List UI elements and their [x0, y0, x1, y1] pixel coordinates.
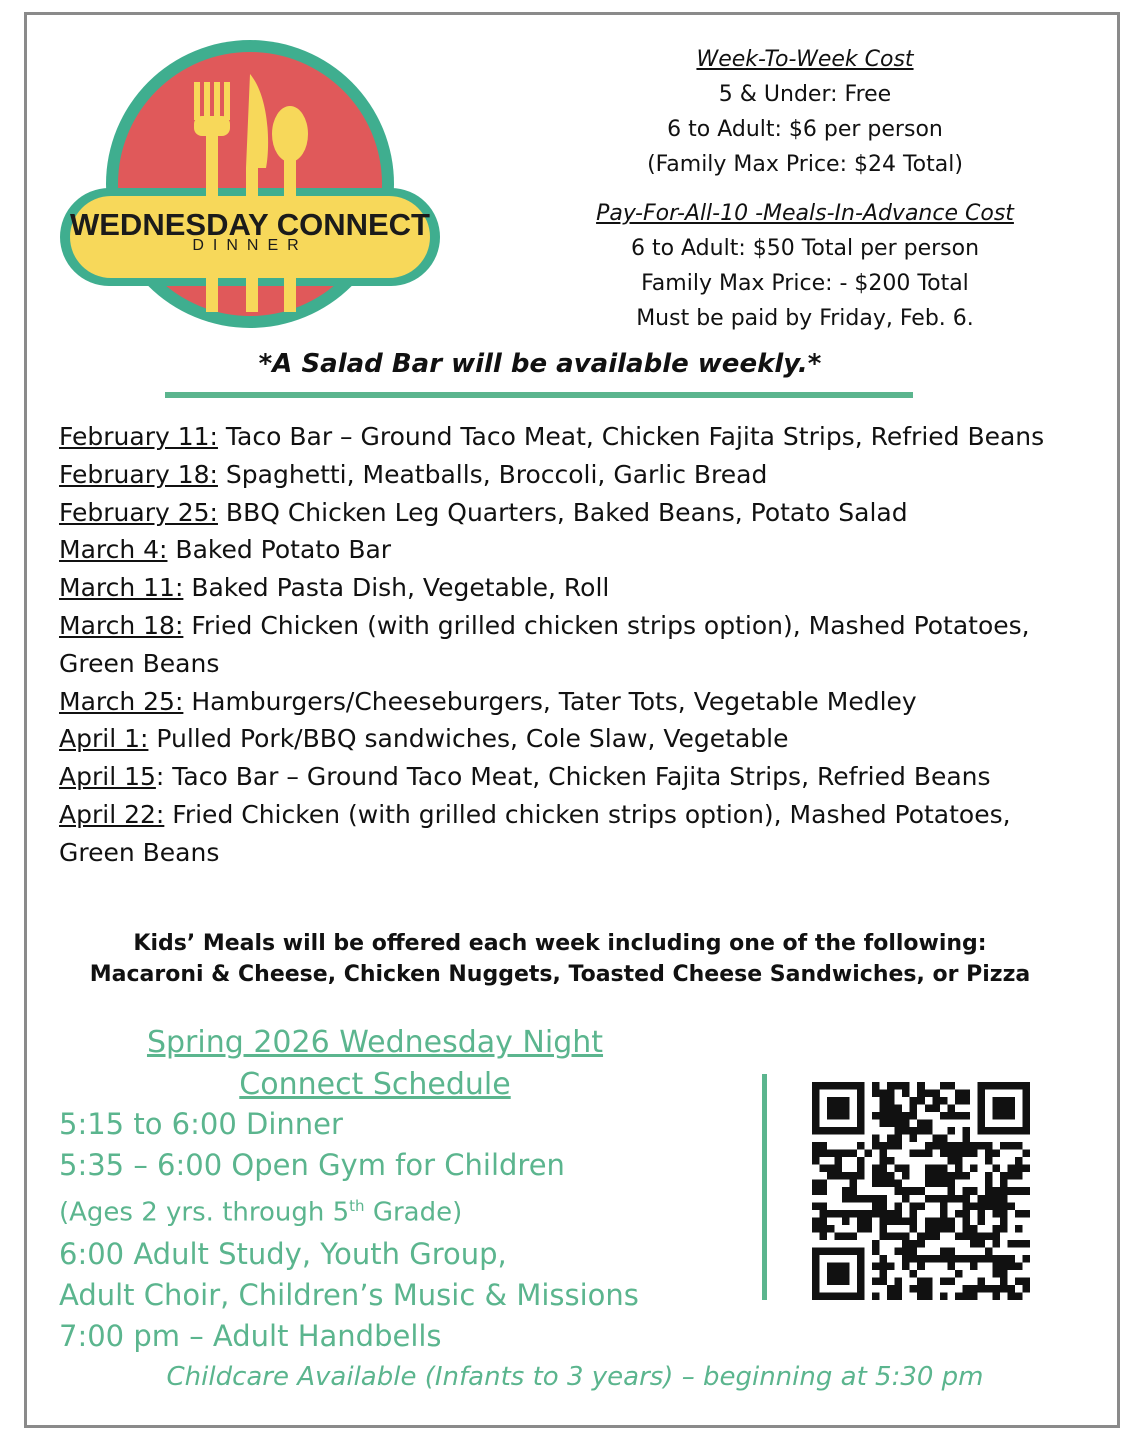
advance-cost-line: Family Max Price: - $200 Total — [641, 271, 969, 296]
advance-cost-line: 6 to Adult: $50 Total per person — [630, 236, 980, 261]
menu-meal: Fried Chicken (with grilled chicken strips option), Mashed Potatoes, Green Beans — [59, 799, 1011, 867]
logo-subtitle: DINNER — [192, 237, 308, 254]
qr-code-icon[interactable] — [812, 1082, 1030, 1300]
menu-meal: : Taco Bar – Ground Taco Meat, Chicken Fajita Strips, Refried Beans — [155, 762, 991, 792]
ages-text-end: Grade) — [364, 1197, 463, 1228]
schedule-title-line: Connect Schedule — [239, 1067, 511, 1102]
schedule-ages — [59, 1186, 739, 1234]
wednesday-connect-logo — [56, 38, 444, 328]
menu-item — [59, 418, 1069, 456]
weekly-cost-line: 6 to Adult: $6 per person — [667, 117, 943, 142]
menu-list — [59, 418, 1069, 872]
menu-item — [59, 569, 1069, 607]
menu-meal: Spaghetti, Meatballs, Broccoli, Garlic Bread — [217, 459, 768, 489]
menu-date: February 11: — [59, 422, 218, 451]
logo-title: WEDNESDAY CONNECT — [70, 207, 430, 242]
cost-info — [540, 42, 1070, 336]
weekly-cost-heading: Week-To-Week Cost — [696, 47, 914, 72]
menu-meal: BBQ Chicken Leg Quarters, Baked Beans, Potato Salad — [217, 497, 908, 527]
advance-cost-heading: Pay-For-All-10 -Meals-In-Advance Cost — [596, 201, 1014, 226]
schedule-gym: 5:35 – 6:00 Open Gym for Children — [59, 1148, 565, 1182]
menu-date: April 15 — [59, 762, 156, 792]
menu-item — [59, 531, 1069, 569]
menu-item — [59, 758, 1069, 796]
menu-date: April 22: — [59, 799, 165, 829]
menu-item — [59, 796, 1069, 872]
menu-date: March 25: — [59, 686, 184, 716]
kids-meals-line: Kids’ Meals will be offered each week including one of the following: — [133, 931, 987, 956]
ages-text: (Ages 2 yrs. through 5 — [59, 1197, 350, 1228]
menu-meal: Pulled Pork/BBQ sandwiches, Cole Slaw, Vegetable — [148, 724, 789, 754]
menu-date: March 11: — [59, 573, 184, 603]
childcare-note: Childcare Available (Infants to 3 years) – beginning at 5:30 pm — [166, 1362, 984, 1392]
divider — [165, 392, 913, 398]
schedule-list — [59, 1104, 739, 1357]
menu-meal: Baked Potato Bar — [167, 535, 392, 565]
schedule-title-line: Spring 2026 Wednesday Night — [146, 1025, 604, 1060]
schedule-dinner: 5:15 to 6:00 Dinner — [59, 1107, 343, 1141]
menu-item — [59, 607, 1069, 683]
menu-item — [59, 683, 1069, 721]
menu-meal: Hamburgers/Cheeseburgers, Tater Tots, Vegetable Medley — [183, 686, 917, 716]
menu-date: April 1: — [59, 724, 149, 754]
menu-meal: Baked Pasta Dish, Vegetable, Roll — [183, 573, 610, 603]
menu-item — [59, 494, 1069, 532]
weekly-cost-line: (Family Max Price: $24 Total) — [647, 152, 963, 177]
menu-date: February 25: — [59, 497, 218, 527]
schedule-study-cont: Adult Choir, Children’s Music & Missions — [59, 1277, 639, 1312]
menu-meal: Fried Chicken (with grilled chicken strips option), Mashed Potatoes, Green Beans — [59, 610, 1030, 678]
menu-item — [59, 456, 1069, 494]
menu-date: March 4: — [59, 535, 168, 565]
advance-cost-line: Must be paid by Friday, Feb. 6. — [636, 306, 974, 331]
salad-bar-note: *A Salad Bar will be available weekly.* — [258, 349, 822, 379]
kids-meals-note — [40, 928, 1080, 990]
menu-meal: Taco Bar – Ground Taco Meat, Chicken Fajita Strips, Refried Beans — [217, 422, 1045, 451]
schedule-handbells: 7:00 pm – Adult Handbells — [59, 1318, 442, 1353]
weekly-cost-line: 5 & Under: Free — [718, 82, 892, 107]
menu-item — [59, 720, 1069, 758]
kids-meals-options: Macaroni & Cheese, Chicken Nuggets, Toasted Cheese Sandwiches, or Pizza — [89, 962, 1031, 987]
menu-date: February 18: — [59, 459, 218, 489]
schedule-divider — [762, 1074, 767, 1300]
ages-superscript: th — [349, 1197, 365, 1215]
schedule-title — [90, 1022, 660, 1106]
schedule-study: 6:00 Adult Study, Youth Group, — [59, 1236, 507, 1271]
menu-date: March 18: — [59, 610, 184, 640]
